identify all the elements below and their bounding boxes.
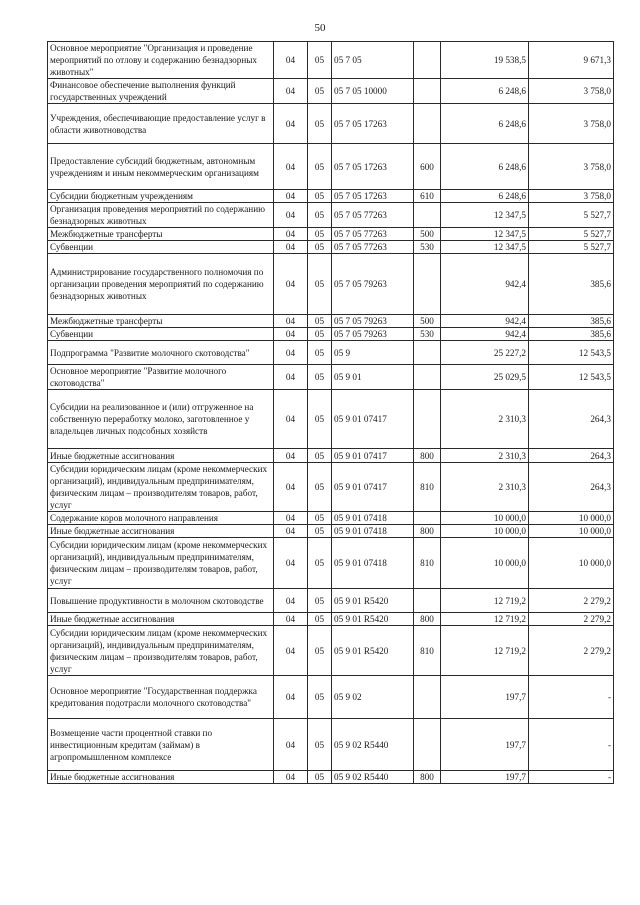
table-row — [48, 449, 614, 463]
subsection-cell: 05 — [308, 390, 332, 449]
section-cell: 04 — [274, 144, 308, 190]
expense-type-cell: 800 — [414, 771, 441, 784]
amount-actual-cell: 5 527,7 — [529, 203, 614, 228]
amount-plan-cell: 2 310,3 — [441, 463, 529, 512]
table-row — [48, 771, 614, 784]
amount-actual-cell: 2 279,2 — [529, 589, 614, 613]
subsection-cell: 05 — [308, 341, 332, 365]
amount-plan-cell: 6 248,6 — [441, 144, 529, 190]
subsection-cell: 05 — [308, 626, 332, 676]
row-name-cell: Возмещение части процентной ставки по инвестиционным кредитам (займам) в агропромышленном комплексе — [48, 719, 274, 771]
target-article-cell: 05 7 05 79263 — [332, 254, 414, 315]
target-article-cell: 05 7 05 77263 — [332, 241, 414, 254]
section-cell: 04 — [274, 390, 308, 449]
subsection-cell: 05 — [308, 365, 332, 390]
target-article-cell: 05 9 01 07418 — [332, 512, 414, 525]
amount-actual-cell: 12 543,5 — [529, 341, 614, 365]
table-row — [48, 190, 614, 203]
amount-plan-cell: 197,7 — [441, 771, 529, 784]
target-article-cell: 05 9 01 — [332, 365, 414, 390]
target-article-cell: 05 9 01 07417 — [332, 463, 414, 512]
amount-actual-cell: 264,3 — [529, 390, 614, 449]
subsection-cell: 05 — [308, 538, 332, 589]
target-article-cell: 05 9 01 07418 — [332, 538, 414, 589]
table-row — [48, 676, 614, 719]
amount-plan-cell: 12 719,2 — [441, 613, 529, 626]
amount-actual-cell: - — [529, 676, 614, 719]
expense-type-cell — [414, 104, 441, 144]
amount-actual-cell: 10 000,0 — [529, 525, 614, 538]
table-row — [48, 315, 614, 328]
target-article-cell: 05 7 05 77263 — [332, 228, 414, 241]
subsection-cell: 05 — [308, 241, 332, 254]
target-article-cell: 05 7 05 79263 — [332, 315, 414, 328]
table-row — [48, 254, 614, 315]
section-cell: 04 — [274, 525, 308, 538]
expense-type-cell: 800 — [414, 613, 441, 626]
table-row — [48, 241, 614, 254]
section-cell: 04 — [274, 42, 308, 79]
target-article-cell: 05 7 05 17263 — [332, 190, 414, 203]
expense-type-cell: 800 — [414, 525, 441, 538]
row-name-cell: Основное мероприятие "Организация и проведение мероприятий по отлову и содержанию безнадзорных животных" — [48, 42, 274, 79]
amount-plan-cell: 6 248,6 — [441, 190, 529, 203]
amount-plan-cell: 942,4 — [441, 254, 529, 315]
expense-type-cell — [414, 676, 441, 719]
target-article-cell: 05 9 01 R5420 — [332, 589, 414, 613]
section-cell: 04 — [274, 190, 308, 203]
subsection-cell: 05 — [308, 512, 332, 525]
amount-actual-cell: - — [529, 719, 614, 771]
row-name-cell: Субсидии на реализованное и (или) отгруженное на собственную переработку молоко, заготовленное у владельцев личных подсобных хозяйств — [48, 390, 274, 449]
amount-actual-cell: 3 758,0 — [529, 144, 614, 190]
budget-table — [47, 41, 614, 784]
subsection-cell: 05 — [308, 203, 332, 228]
amount-plan-cell: 10 000,0 — [441, 525, 529, 538]
amount-plan-cell: 942,4 — [441, 328, 529, 341]
amount-plan-cell: 2 310,3 — [441, 449, 529, 463]
amount-actual-cell: 5 527,7 — [529, 228, 614, 241]
expense-type-cell: 500 — [414, 228, 441, 241]
amount-plan-cell: 19 538,5 — [441, 42, 529, 79]
amount-plan-cell: 6 248,6 — [441, 79, 529, 104]
amount-actual-cell: 2 279,2 — [529, 626, 614, 676]
row-name-cell: Субвенции — [48, 328, 274, 341]
expense-type-cell — [414, 719, 441, 771]
section-cell: 04 — [274, 626, 308, 676]
amount-plan-cell: 10 000,0 — [441, 538, 529, 589]
expense-type-cell: 500 — [414, 315, 441, 328]
section-cell: 04 — [274, 341, 308, 365]
row-name-cell: Иные бюджетные ассигнования — [48, 525, 274, 538]
amount-plan-cell: 10 000,0 — [441, 512, 529, 525]
amount-actual-cell: 385,6 — [529, 328, 614, 341]
row-name-cell: Подпрограмма "Развитие молочного скотоводства" — [48, 341, 274, 365]
expense-type-cell: 610 — [414, 190, 441, 203]
table-row — [48, 42, 614, 79]
section-cell: 04 — [274, 328, 308, 341]
expense-type-cell — [414, 341, 441, 365]
subsection-cell: 05 — [308, 589, 332, 613]
row-name-cell: Межбюджетные трансферты — [48, 228, 274, 241]
table-row — [48, 525, 614, 538]
target-article-cell: 05 9 01 07417 — [332, 390, 414, 449]
amount-actual-cell: 3 758,0 — [529, 104, 614, 144]
section-cell: 04 — [274, 228, 308, 241]
row-name-cell: Субсидии юридическим лицам (кроме некоммерческих организаций), индивидуальным предпринимателям, физическим лицам – производителям товаров, работ, услуг — [48, 463, 274, 512]
table-row — [48, 626, 614, 676]
expense-type-cell — [414, 79, 441, 104]
amount-plan-cell: 25 227,2 — [441, 341, 529, 365]
section-cell: 04 — [274, 449, 308, 463]
amount-plan-cell: 12 347,5 — [441, 203, 529, 228]
section-cell: 04 — [274, 676, 308, 719]
section-cell: 04 — [274, 589, 308, 613]
subsection-cell: 05 — [308, 228, 332, 241]
subsection-cell: 05 — [308, 463, 332, 512]
table-row — [48, 512, 614, 525]
expense-type-cell — [414, 42, 441, 79]
amount-plan-cell: 12 347,5 — [441, 228, 529, 241]
expense-type-cell — [414, 390, 441, 449]
amount-actual-cell: 385,6 — [529, 315, 614, 328]
amount-actual-cell: 10 000,0 — [529, 512, 614, 525]
subsection-cell: 05 — [308, 104, 332, 144]
table-row — [48, 144, 614, 190]
section-cell: 04 — [274, 512, 308, 525]
amount-plan-cell: 12 719,2 — [441, 589, 529, 613]
target-article-cell: 05 9 — [332, 341, 414, 365]
subsection-cell: 05 — [308, 719, 332, 771]
section-cell: 04 — [274, 254, 308, 315]
amount-actual-cell: - — [529, 771, 614, 784]
expense-type-cell: 800 — [414, 449, 441, 463]
table-body — [48, 42, 614, 784]
target-article-cell: 05 9 02 R5440 — [332, 719, 414, 771]
amount-plan-cell: 197,7 — [441, 719, 529, 771]
row-name-cell: Субсидии юридическим лицам (кроме некоммерческих организаций), индивидуальным предпринимателям, физическим лицам – производителям товаров, работ, услуг — [48, 626, 274, 676]
row-name-cell: Субсидии юридическим лицам (кроме некоммерческих организаций), индивидуальным предпринимателям, физическим лицам – производителям товаров, работ, услуг — [48, 538, 274, 589]
target-article-cell: 05 7 05 17263 — [332, 144, 414, 190]
amount-plan-cell: 197,7 — [441, 676, 529, 719]
subsection-cell: 05 — [308, 254, 332, 315]
expense-type-cell — [414, 254, 441, 315]
section-cell: 04 — [274, 104, 308, 144]
section-cell: 04 — [274, 719, 308, 771]
expense-type-cell: 810 — [414, 538, 441, 589]
subsection-cell: 05 — [308, 42, 332, 79]
subsection-cell: 05 — [308, 315, 332, 328]
row-name-cell: Субсидии бюджетным учреждениям — [48, 190, 274, 203]
row-name-cell: Повышение продуктивности в молочном скотоводстве — [48, 589, 274, 613]
amount-actual-cell: 3 758,0 — [529, 79, 614, 104]
amount-actual-cell: 2 279,2 — [529, 613, 614, 626]
amount-plan-cell: 2 310,3 — [441, 390, 529, 449]
amount-actual-cell: 9 671,3 — [529, 42, 614, 79]
subsection-cell: 05 — [308, 771, 332, 784]
amount-actual-cell: 5 527,7 — [529, 241, 614, 254]
row-name-cell: Иные бюджетные ассигнования — [48, 449, 274, 463]
section-cell: 04 — [274, 203, 308, 228]
row-name-cell: Финансовое обеспечение выполнения функций государственных учреждений — [48, 79, 274, 104]
section-cell: 04 — [274, 613, 308, 626]
target-article-cell: 05 9 01 R5420 — [332, 613, 414, 626]
row-name-cell: Администрирование государственного полномочия по организации проведения мероприятий по содержанию безнадзорных животных — [48, 254, 274, 315]
table-row — [48, 365, 614, 390]
page-number: 50 — [314, 22, 326, 34]
subsection-cell: 05 — [308, 613, 332, 626]
amount-plan-cell: 12 719,2 — [441, 626, 529, 676]
section-cell: 04 — [274, 241, 308, 254]
target-article-cell: 05 7 05 10000 — [332, 79, 414, 104]
amount-plan-cell: 25 029,5 — [441, 365, 529, 390]
table-row — [48, 613, 614, 626]
target-article-cell: 05 9 02 R5440 — [332, 771, 414, 784]
table-row — [48, 328, 614, 341]
target-article-cell: 05 9 01 R5420 — [332, 626, 414, 676]
subsection-cell: 05 — [308, 79, 332, 104]
table-row — [48, 79, 614, 104]
amount-plan-cell: 942,4 — [441, 315, 529, 328]
row-name-cell: Субвенции — [48, 241, 274, 254]
row-name-cell: Предоставление субсидий бюджетным, автономным учреждениям и иным некоммерческим организациям — [48, 144, 274, 190]
amount-actual-cell: 12 543,5 — [529, 365, 614, 390]
section-cell: 04 — [274, 315, 308, 328]
target-article-cell: 05 9 01 07418 — [332, 525, 414, 538]
table-row — [48, 390, 614, 449]
table-row — [48, 104, 614, 144]
row-name-cell: Межбюджетные трансферты — [48, 315, 274, 328]
row-name-cell: Организация проведения мероприятий по содержанию безнадзорных животных — [48, 203, 274, 228]
amount-plan-cell: 12 347,5 — [441, 241, 529, 254]
expense-type-cell: 810 — [414, 463, 441, 512]
expense-type-cell: 530 — [414, 328, 441, 341]
table-row — [48, 463, 614, 512]
section-cell: 04 — [274, 365, 308, 390]
expense-type-cell — [414, 589, 441, 613]
row-name-cell: Иные бюджетные ассигнования — [48, 771, 274, 784]
expense-type-cell: 600 — [414, 144, 441, 190]
amount-actual-cell: 10 000,0 — [529, 538, 614, 589]
expense-type-cell — [414, 512, 441, 525]
expense-type-cell — [414, 365, 441, 390]
row-name-cell: Основное мероприятие "Развитие молочного скотоводства" — [48, 365, 274, 390]
table-row — [48, 719, 614, 771]
table-row — [48, 341, 614, 365]
table-row — [48, 538, 614, 589]
expense-type-cell: 530 — [414, 241, 441, 254]
section-cell: 04 — [274, 463, 308, 512]
amount-actual-cell: 264,3 — [529, 463, 614, 512]
table-row — [48, 228, 614, 241]
amount-plan-cell: 6 248,6 — [441, 104, 529, 144]
target-article-cell: 05 7 05 79263 — [332, 328, 414, 341]
expense-type-cell: 810 — [414, 626, 441, 676]
subsection-cell: 05 — [308, 449, 332, 463]
amount-actual-cell: 3 758,0 — [529, 190, 614, 203]
expense-type-cell — [414, 203, 441, 228]
row-name-cell: Содержание коров молочного направления — [48, 512, 274, 525]
section-cell: 04 — [274, 79, 308, 104]
subsection-cell: 05 — [308, 190, 332, 203]
subsection-cell: 05 — [308, 676, 332, 719]
section-cell: 04 — [274, 538, 308, 589]
target-article-cell: 05 7 05 17263 — [332, 104, 414, 144]
table-row — [48, 203, 614, 228]
row-name-cell: Учреждения, обеспечивающие предоставление услуг в области животноводства — [48, 104, 274, 144]
amount-actual-cell: 264,3 — [529, 449, 614, 463]
row-name-cell: Основное мероприятие "Государственная поддержка кредитования подотрасли молочного скотоводства" — [48, 676, 274, 719]
subsection-cell: 05 — [308, 328, 332, 341]
row-name-cell: Иные бюджетные ассигнования — [48, 613, 274, 626]
subsection-cell: 05 — [308, 144, 332, 190]
target-article-cell: 05 7 05 — [332, 42, 414, 79]
table-row — [48, 589, 614, 613]
amount-actual-cell: 385,6 — [529, 254, 614, 315]
target-article-cell: 05 7 05 77263 — [332, 203, 414, 228]
target-article-cell: 05 9 01 07417 — [332, 449, 414, 463]
target-article-cell: 05 9 02 — [332, 676, 414, 719]
section-cell: 04 — [274, 771, 308, 784]
subsection-cell: 05 — [308, 525, 332, 538]
